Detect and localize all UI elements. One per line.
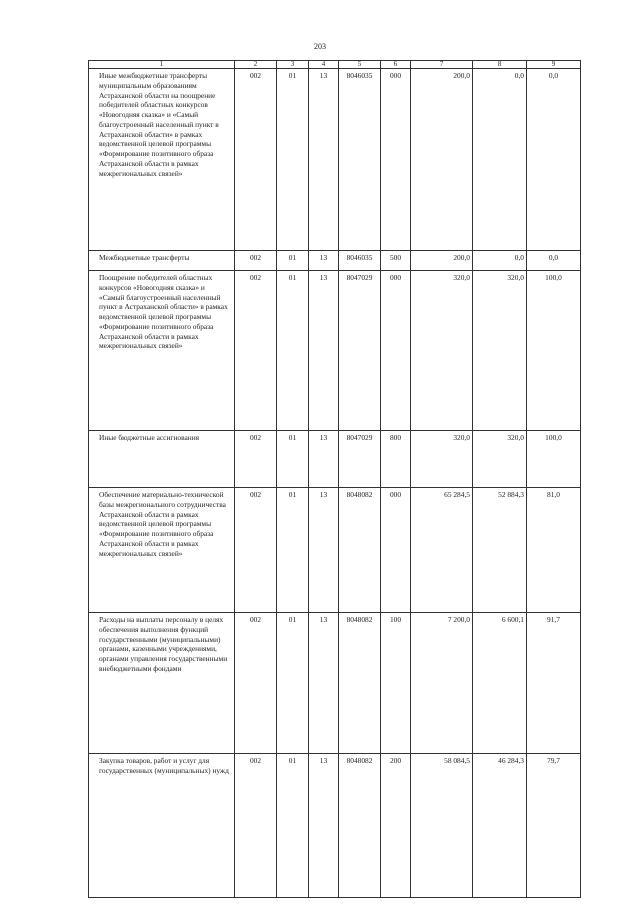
cell-code-3: 01 (277, 69, 309, 251)
cell-value-8: 320,0 (473, 431, 527, 488)
cell-value-7: 320,0 (411, 431, 473, 488)
cell-value-7: 200,0 (411, 69, 473, 251)
cell-code-3: 01 (277, 613, 309, 754)
cell-value-8: 52 884,3 (473, 488, 527, 613)
cell-code-5: 8048082 (339, 488, 381, 613)
cell-code-3: 01 (277, 754, 309, 898)
cell-code-3: 01 (277, 488, 309, 613)
column-header: 7 (411, 61, 473, 69)
row-description: Расходы на выплаты персоналу в целях обеспечения выполнения функций государственными (муниципальными) органами, казенными учреждениями, органами управления государственными внебюджетными фондами (89, 613, 235, 754)
column-header: 5 (339, 61, 381, 69)
cell-value-8: 320,0 (473, 271, 527, 431)
cell-code-3: 01 (277, 271, 309, 431)
cell-code-2: 002 (235, 271, 277, 431)
column-header: 4 (309, 61, 339, 69)
cell-code-5: 8048082 (339, 754, 381, 898)
cell-code-4: 13 (309, 431, 339, 488)
cell-value-9: 79,7 (527, 754, 581, 898)
row-description: Обеспечение материально-технической базы межрегионального сотрудничества Астраханской области в рамках ведомственной целевой программы «Формирование позитивного образа Астраханской области в рамках межрегиональных связей» (89, 488, 235, 613)
column-header: 8 (473, 61, 527, 69)
cell-code-6: 800 (381, 431, 411, 488)
cell-code-3: 01 (277, 251, 309, 271)
cell-value-9: 100,0 (527, 431, 581, 488)
budget-table (88, 60, 581, 898)
cell-code-5: 8046035 (339, 251, 381, 271)
cell-value-7: 200,0 (411, 251, 473, 271)
table-row (89, 431, 581, 488)
cell-value-9: 81,0 (527, 488, 581, 613)
table-row (89, 754, 581, 898)
table-row (89, 69, 581, 251)
cell-value-7: 58 084,5 (411, 754, 473, 898)
row-description: Закупка товаров, работ и услуг для государственных (муниципальных) нужд (89, 754, 235, 898)
cell-code-5: 8047029 (339, 431, 381, 488)
cell-value-7: 320,0 (411, 271, 473, 431)
cell-value-8: 46 284,3 (473, 754, 527, 898)
cell-value-8: 0,0 (473, 69, 527, 251)
cell-code-6: 000 (381, 69, 411, 251)
cell-value-9: 0,0 (527, 251, 581, 271)
cell-code-2: 002 (235, 251, 277, 271)
column-header-row (89, 61, 581, 69)
cell-code-4: 13 (309, 613, 339, 754)
cell-code-5: 8047029 (339, 271, 381, 431)
row-description: Межбюджетные трансферты (89, 251, 235, 271)
cell-code-5: 8046035 (339, 69, 381, 251)
cell-code-6: 000 (381, 271, 411, 431)
cell-code-4: 13 (309, 271, 339, 431)
cell-code-2: 002 (235, 431, 277, 488)
cell-code-6: 000 (381, 488, 411, 613)
cell-code-6: 500 (381, 251, 411, 271)
cell-code-5: 8048082 (339, 613, 381, 754)
cell-code-2: 002 (235, 488, 277, 613)
table-row (89, 271, 581, 431)
cell-code-6: 200 (381, 754, 411, 898)
cell-code-4: 13 (309, 754, 339, 898)
cell-code-2: 002 (235, 69, 277, 251)
cell-value-7: 7 200,0 (411, 613, 473, 754)
column-header: 2 (235, 61, 277, 69)
column-header: 6 (381, 61, 411, 69)
cell-code-4: 13 (309, 69, 339, 251)
cell-code-3: 01 (277, 431, 309, 488)
cell-value-7: 65 284,5 (411, 488, 473, 613)
column-header: 9 (527, 61, 581, 69)
cell-value-9: 0,0 (527, 69, 581, 251)
row-description: Иные бюджетные ассигнования (89, 431, 235, 488)
page-number: 203 (314, 42, 326, 51)
column-header: 3 (277, 61, 309, 69)
cell-code-4: 13 (309, 251, 339, 271)
cell-value-9: 91,7 (527, 613, 581, 754)
row-description: Поощрение победителей областных конкурсов «Новогодняя сказка» и «Самый благоустроенный населенный пункт в Астраханской области» в рамках ведомственной целевой программы «Формирование позитивного образа Астраханской области в рамках межрегиональных связей» (89, 271, 235, 431)
row-description: Иные межбюджетные трансферты муниципальным образованиям Астраханской области на поощрение победителей областных конкурсов «Новогодняя сказка» и «Самый благоустроенный населенный пункт в Астраханской области» в рамках ведомственной целевой программы «Формирование позитивного образа Астраханской области в рамках межрегиональных связей» (89, 69, 235, 251)
cell-code-6: 100 (381, 613, 411, 754)
table-row (89, 488, 581, 613)
column-header: 1 (89, 61, 235, 69)
cell-value-8: 6 600,1 (473, 613, 527, 754)
cell-code-2: 002 (235, 754, 277, 898)
cell-code-2: 002 (235, 613, 277, 754)
cell-value-9: 100,0 (527, 271, 581, 431)
table-row (89, 613, 581, 754)
table-row (89, 251, 581, 271)
cell-code-4: 13 (309, 488, 339, 613)
cell-value-8: 0,0 (473, 251, 527, 271)
